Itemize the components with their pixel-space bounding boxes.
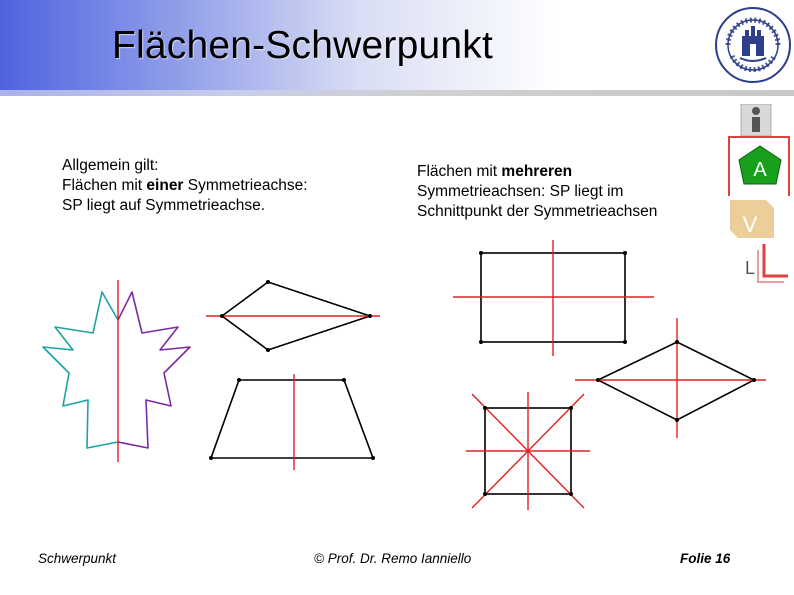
left-text-line3: SP liegt auf Symmetrieachse.	[62, 197, 266, 214]
kite-figure	[206, 280, 380, 352]
trapezoid-figure	[209, 374, 375, 470]
page-title: Flächen-Schwerpunkt	[112, 24, 493, 67]
right-text-line1: Flächen mit mehreren	[417, 163, 573, 180]
svg-text:A: A	[753, 159, 767, 181]
footer-topic: Schwerpunkt	[38, 551, 117, 566]
star-shape-figure	[43, 280, 190, 462]
footer-author: © Prof. Dr. Remo Ianniello	[314, 551, 472, 566]
left-text-line1: Allgemein gilt:	[62, 157, 159, 174]
right-text-line2: Symmetrieachsen: SP liegt im	[417, 183, 624, 200]
square-figure	[466, 392, 590, 510]
rhombus-figure	[575, 318, 766, 438]
footer-slide-number: Folie 16	[680, 551, 731, 566]
rectangle-figure	[453, 240, 654, 356]
right-text-line3: Schnittpunkt der Symmetrieachsen	[417, 203, 658, 220]
svg-text:V: V	[742, 212, 758, 237]
svg-text:L: L	[744, 258, 756, 278]
left-text-line2: Flächen mit einer Symmetrieachse:	[62, 177, 308, 194]
